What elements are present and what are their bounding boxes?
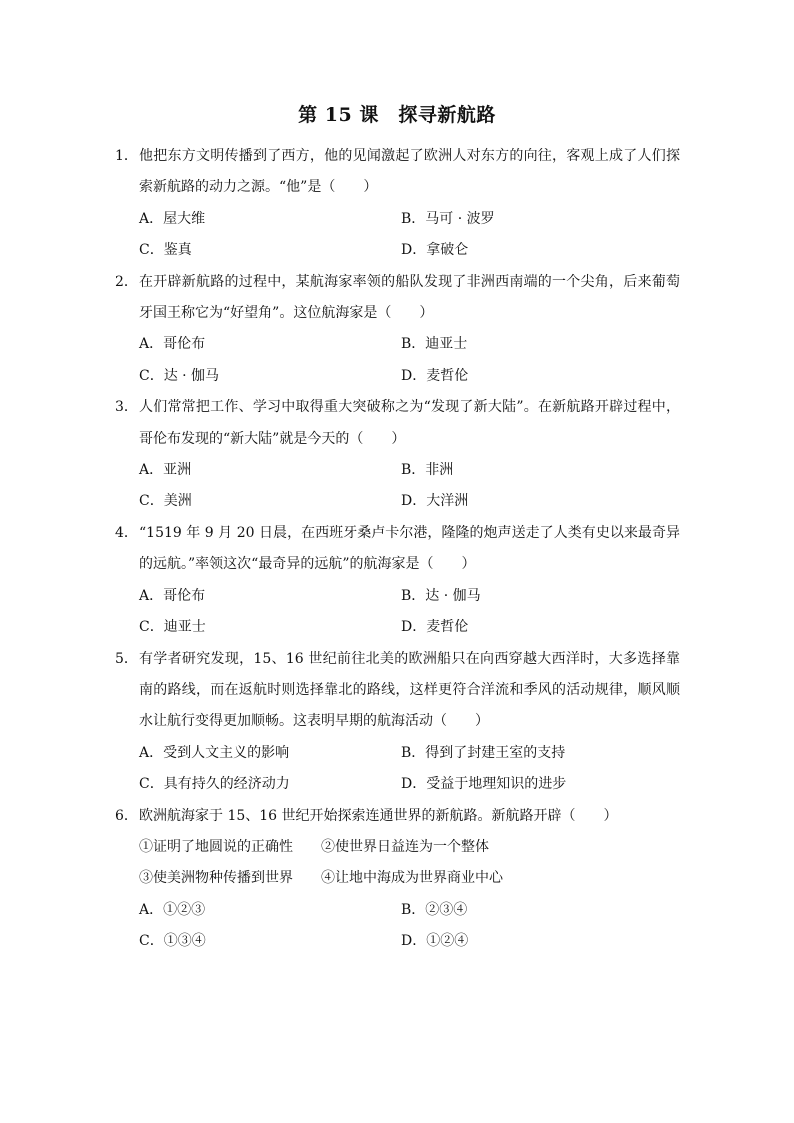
option-c: C．鉴真 xyxy=(139,242,192,259)
option-d: D．受益于地理知识的进步 xyxy=(401,776,567,793)
statement-3: ③使美洲物种传播到世界 xyxy=(139,870,293,887)
option-a: A．哥伦布 xyxy=(139,587,206,604)
question-stem: 欧洲航海家于 15、16 世纪开始探索连通世界的新航路。新航路开辟（ ） xyxy=(139,807,618,824)
option-a: A．屋大维 xyxy=(139,210,206,227)
lesson-title: 第 15 课 探寻新航路 xyxy=(298,104,496,126)
option-list xyxy=(115,738,680,801)
question-stem: 人们常常把工作、学习中取得重大突破称之为“发现了新大陆”。在新航路开辟过程中，哥伦布发现的“新大陆”就是今天的（ ） xyxy=(139,399,680,447)
option-list xyxy=(115,329,680,392)
question-2 xyxy=(115,267,680,393)
option-d: D．①②④ xyxy=(401,933,469,950)
question-3 xyxy=(115,392,680,518)
option-d: D．麦哲伦 xyxy=(401,619,469,636)
option-b: B．非洲 xyxy=(401,462,454,479)
option-b: B．马可 · 波罗 xyxy=(401,210,495,227)
option-b: B．②③④ xyxy=(401,901,468,918)
option-a: A．亚洲 xyxy=(139,462,192,479)
statement-2: ②使世界日益连为一个整体 xyxy=(321,838,489,855)
option-d: D．麦哲伦 xyxy=(401,367,469,384)
question-stem: “1519 年 9 月 20 日晨，在西班牙桑卢卡尔港，隆隆的炮声送走了人类有史以来最奇异的远航。”率领这次“最奇异的远航”的航海家是（ ） xyxy=(139,524,680,573)
option-c: C．具有持久的经济动力 xyxy=(139,776,290,793)
option-d: D．拿破仑 xyxy=(401,242,469,259)
option-d: D．大洋洲 xyxy=(401,493,469,510)
option-list xyxy=(115,204,680,267)
question-stem: 他把东方文明传播到了西方，他的见闻激起了欧洲人对东方的向往，客观上成了人们探索新航路的动力之源。“他”是（ ） xyxy=(139,148,680,196)
option-c: C．①③④ xyxy=(139,933,206,950)
question-5 xyxy=(115,644,680,801)
statement-1: ①证明了地圆说的正确性 xyxy=(139,838,293,855)
question-number: 2． xyxy=(115,273,138,290)
statement-4: ④让地中海成为世界商业中心 xyxy=(321,870,503,887)
question-number: 6． xyxy=(115,807,138,824)
question-list xyxy=(115,141,680,958)
option-list xyxy=(115,895,680,958)
question-number: 5． xyxy=(115,650,138,667)
question-1 xyxy=(115,141,680,267)
question-6 xyxy=(115,801,680,958)
option-b: B．达 · 伽马 xyxy=(401,587,481,604)
option-b: B．得到了封建王室的支持 xyxy=(401,744,566,761)
question-4 xyxy=(115,518,680,644)
option-b: B．迪亚士 xyxy=(401,336,468,353)
option-c: C．迪亚士 xyxy=(139,619,206,636)
option-a: A．①②③ xyxy=(139,901,206,918)
question-number: 1． xyxy=(115,148,138,164)
option-c: C．美洲 xyxy=(139,493,192,510)
question-stem: 在开辟新航路的过程中，某航海家率领的船队发现了非洲西南端的一个尖角，后来葡萄牙国王称它为“好望角”。这位航海家是（ ） xyxy=(139,273,680,322)
question-number: 3． xyxy=(115,399,138,416)
statement-list xyxy=(115,832,680,895)
option-a: A．受到人文主义的影响 xyxy=(139,744,290,761)
question-stem: 有学者研究发现，15、16 世纪前往北美的欧洲船只在向西穿越大西洋时，大多选择靠南的路线，而在返航时则选择靠北的路线，这样更符合洋流和季风的活动规律，顺风顺水让航行变得更加顺畅。这表明早期的航海活动（ ） xyxy=(139,650,680,730)
option-list xyxy=(115,455,680,518)
question-number: 4． xyxy=(115,524,138,541)
option-list xyxy=(115,581,680,644)
option-c: C．达 · 伽马 xyxy=(139,367,220,384)
option-a: A．哥伦布 xyxy=(139,336,206,353)
